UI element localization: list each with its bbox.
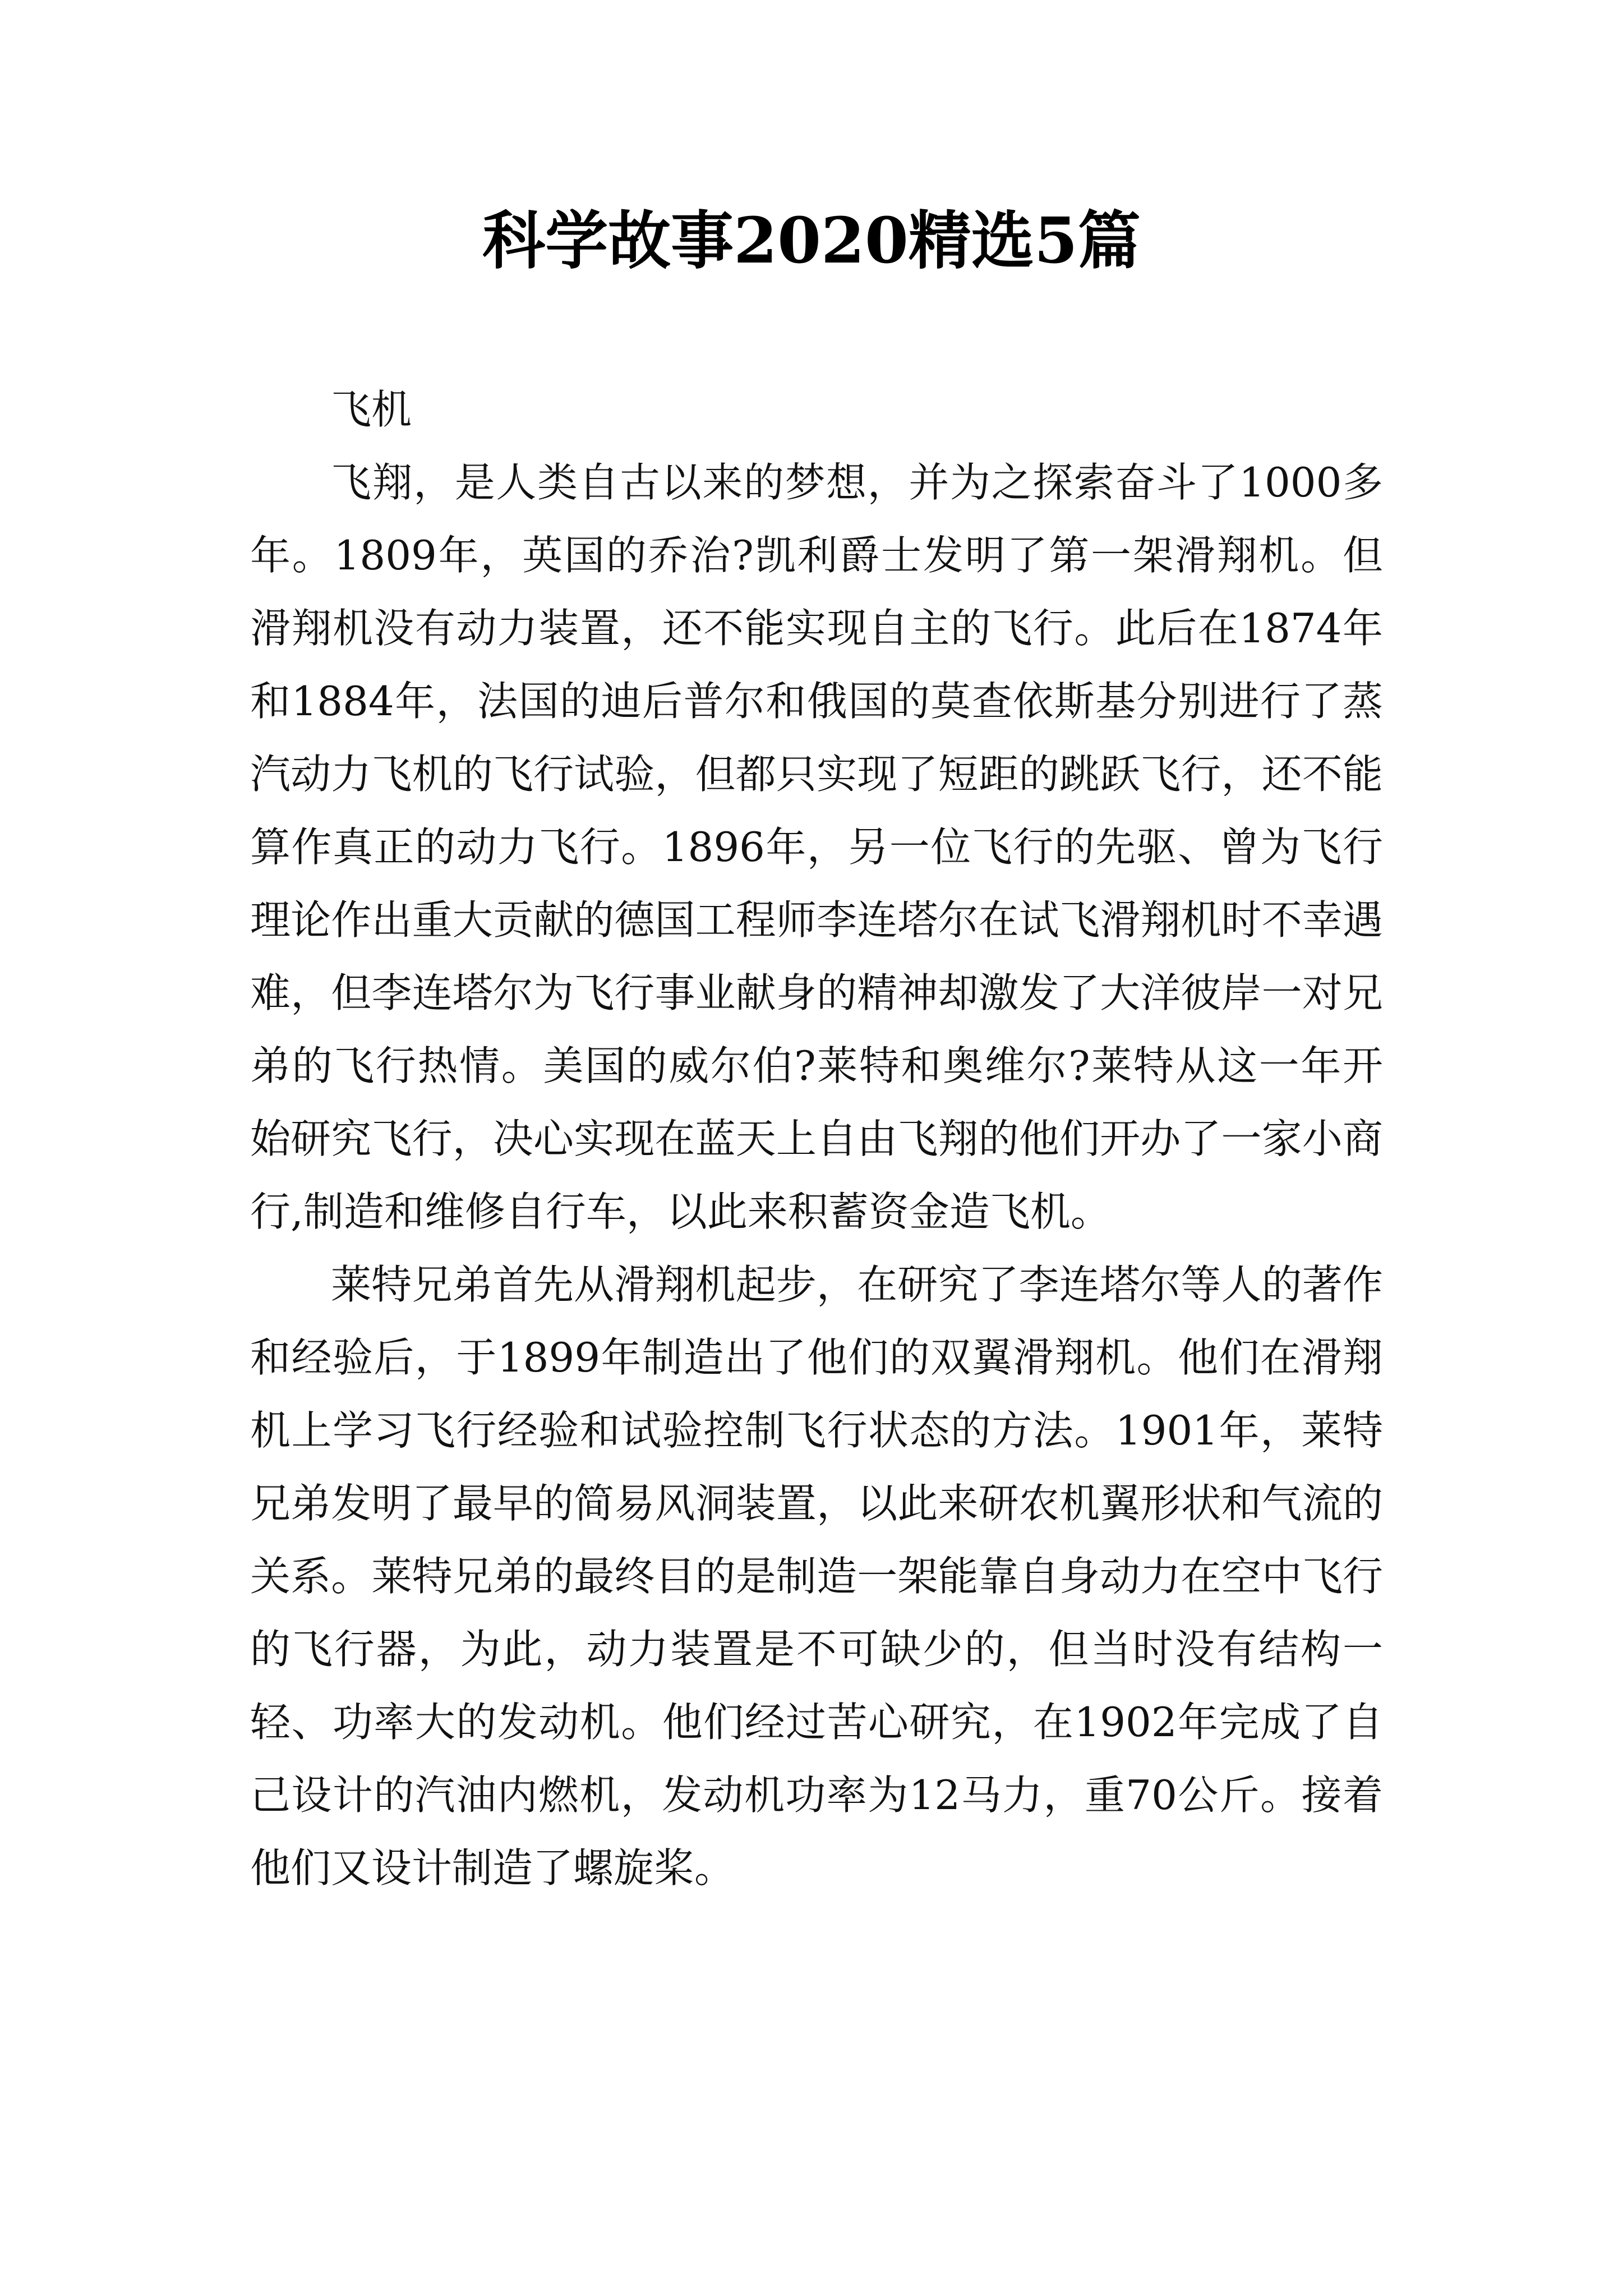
- paragraph: 飞翔，是人类自古以来的梦想，并为之探索奋斗了1000多年。1809年，英国的乔治?凯利爵士发明了第一架滑翔机。但滑翔机没有动力装置，还不能实现自主的飞行。此后在1874年和1884年，法国的迪后普尔和俄国的莫查依斯基分别进行了蒸汽动力飞机的飞行试验，但都只实现了短距的跳跃飞行，还不能算作真正的动力飞行。1896年，另一位飞行的先驱、曾为飞行理论作出重大贡献的德国工程师李连塔尔在试飞滑翔机时不幸遇难，但李连塔尔为飞行事业献身的精神却激发了大洋彼岸一对兄弟的飞行热情。美国的威尔伯?莱特和奥维尔?莱特从这一年开始研究飞行，决心实现在蓝天上自由飞翔的他们开办了一家小商行,制造和维修自行车，以此来积蓄资金造飞机。: [250, 459, 1383, 1235]
- paragraph: 莱特兄弟首先从滑翔机起步，在研究了李连塔尔等人的著作和经验后，于1899年制造出了他们的双翼滑翔机。他们在滑翔机上学习飞行经验和试验控制飞行状态的方法。1901年，莱特兄弟发明了最早的简易风洞装置，以此来研农机翼形状和气流的关系。莱特兄弟的最终目的是制造一架能靠自身动力在空中飞行的飞行器，为此，动力装置是不可缺少的，但当时没有结构一轻、功率大的发动机。他们经过苦心研究，在1902年完成了自己设计的汽油内燃机，发动机功率为12马力，重70公斤。接着他们又设计制造了螺旋桨。: [250, 1261, 1383, 1892]
- document-title: 科学故事2020精选5篇: [482, 204, 1141, 278]
- section-heading: 飞机: [331, 386, 412, 433]
- document-body: [250, 373, 1383, 1904]
